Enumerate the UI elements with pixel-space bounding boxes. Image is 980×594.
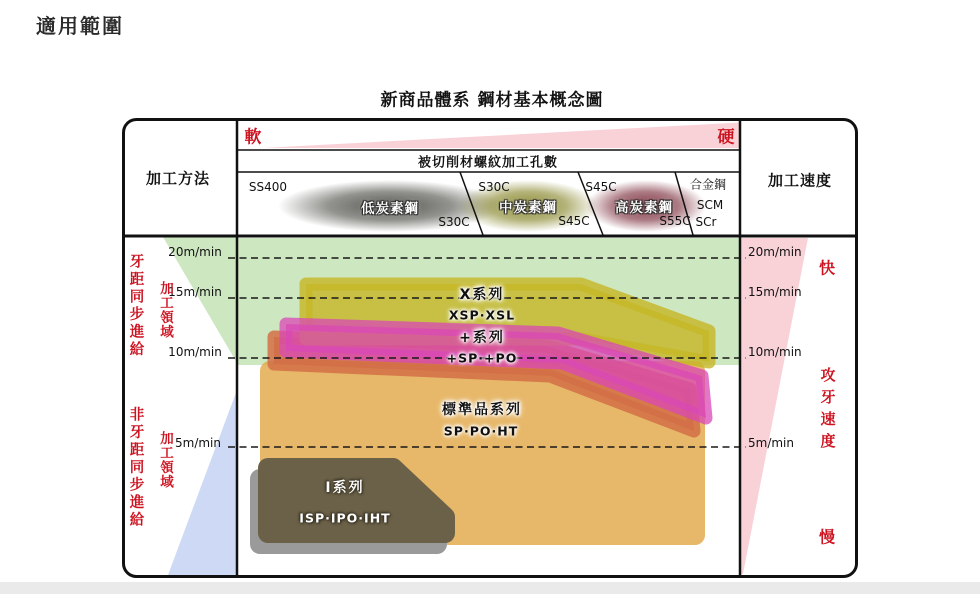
alloy-steel-label: 合金鋼 [689,177,727,192]
right-tick-15: 15m/min [748,285,802,299]
slow-label: 慢 [818,527,836,547]
right-tick-20: 20m/min [748,245,802,259]
right-tick-10: 10m/min [748,345,802,359]
left-tick-20: 20m/min [168,245,222,259]
fast-label: 快 [818,258,836,278]
grade-scr: SCr [695,215,717,229]
left-tick-5: 5m/min [175,436,221,450]
holes-label: 被切削材螺紋加工孔數 [417,155,559,171]
diagram-title: 新商品體系 鋼材基本概念圖 [380,90,604,111]
page-title: 適用範圍 [36,14,124,38]
nonsync-feed-label: 非牙距同步進給 [127,406,144,530]
grade-s30c-bottom: S30C [438,215,470,229]
right-tick-5: 5m/min [748,436,794,450]
mid-carbon-label: 中炭素鋼 [499,200,557,216]
grade-s45c-bottom: S45C [558,214,590,228]
high-carbon-label: 高炭素鋼 [615,200,673,216]
hard-label: 硬 [717,127,735,148]
grade-s55c: S55C [659,214,691,228]
page-bottom-strip [0,582,980,594]
plus-series-name: +系列 [459,330,505,346]
x-series-name: X系列 [459,287,505,303]
grade-s45c-top: S45C [585,180,617,194]
grade-s30c-top: S30C [478,180,510,194]
i-series-models: ISP·IPO·IHT [299,510,391,526]
low-carbon-label: 低炭素鋼 [361,201,419,217]
method-label: 加工方法 [145,169,211,188]
plus-series-models: +SP·+PO [446,350,518,366]
nonsync-area-label: 加工領域 [157,431,173,489]
soft-label: 軟 [244,127,262,148]
left-tick-10: 10m/min [168,345,222,359]
left-tick-15: 15m/min [168,285,222,299]
x-series-models: XSP·XSL [448,307,516,323]
tap-speed-label: 攻牙速度 [818,367,837,455]
i-series-name: I系列 [325,480,365,496]
grade-scm: SCM [696,198,724,212]
standard-series-name: 標準品系列 [442,402,522,418]
sync-area-label: 加工領域 [157,281,173,339]
sync-feed-label: 牙距同步進給 [127,253,144,359]
grade-ss400: SS400 [248,180,288,194]
concept-diagram [122,118,858,578]
speed-label: 加工速度 [767,171,833,190]
standard-series-models: SP·PO·HT [443,423,519,439]
